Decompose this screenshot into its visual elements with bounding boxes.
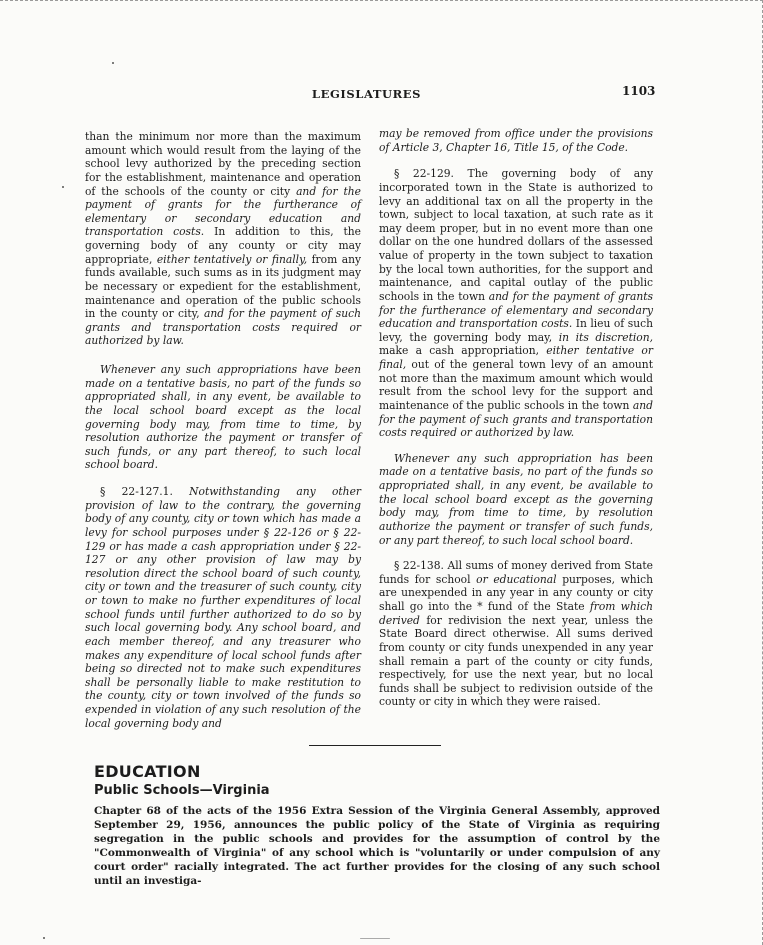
- amended-text-run: and for the payment of grants for the furtherance of elementary and secondary education and transportation costs.: [379, 289, 653, 331]
- scan-speck: [43, 937, 45, 939]
- text-run: purposes, which are unexpended in any year in any county or city shall go into the * fund of the State: [379, 572, 653, 613]
- amended-text-run: Notwithstanding any other provision of law to the contrary, the governing body of any county, city or town which has made a levy for school purposes under § 22-126 or § 22-129 or has made a cash appropriation under § 22-127 or any other provision of law may by resolution direct the school board of such county, city or town and the treasurer of such county, city or town to make no further expenditures of local school funds until further authorized to do so by such local governing body. Any school board, and each member thereof, and any treasurer who makes any expenditure of local school funds after being so directed not to make such expenditures shall be personally liable to make restitution to the county, city or town involved of the funds so expended in violation of any such resolution of the local governing body and: [85, 485, 362, 730]
- amended-text-run: or educational: [476, 572, 557, 586]
- page-number: 1103: [622, 84, 656, 98]
- amended-text-run: either tentative or final,: [379, 344, 653, 371]
- amended-text-run: and for the payment of such grants and transportation costs required or authorized by law.: [85, 307, 361, 348]
- text-run: for redivision the next year, unless the State Board direct otherwise. All sums derived from county or city funds unexpended in any year shall remain a part of the county or city funds, respectively, for use the next year, but no local funds shall be subject to redivision outside of the county or city in which they were raised.: [379, 613, 653, 709]
- scan-speck: [360, 938, 390, 939]
- right-paragraph-2: [379, 167, 653, 440]
- section-subheading: Public Schools—Virginia: [94, 783, 270, 798]
- text-run: In addition to this, the governing body of any county or city may appropriate,: [85, 225, 361, 266]
- amended-text-run: in its discretion,: [558, 330, 653, 344]
- text-run: § 22-129. The governing body of any incorporated town in the State is authorized to levy an additional tax on all the property in the town, subject to local taxation, at such rate as it may deem proper, but in no event more than one dollar on the one hundred dollars of the assessed value of property in the town subject to taxation by the local town authorities, for the support and maintenance, and capital outlay of the public schools in the town: [379, 167, 653, 303]
- right-paragraph-1: may be removed from office under the provisions of Article 3, Chapter 16, Title 15, of the Code.: [379, 127, 653, 154]
- right-column: [379, 127, 653, 718]
- page-top-border: [0, 0, 763, 1]
- section-summary: Chapter 68 of the acts of the 1956 Extra Session of the Virginia General Assembly, approved September 29, 1956, announces the public policy of the State of Virginia as requiring segregation in the public schools and provides for the assumption of control by the "Commonwealth of Virginia" of any school which is "voluntarily or under compulsion of any court order" racially integrated. The act further provides for the closing of any such school until an investiga-: [94, 805, 660, 887]
- left-paragraph-3: [85, 485, 361, 730]
- section-heading: EDUCATION: [94, 762, 201, 781]
- scan-speck: [112, 62, 114, 64]
- left-column: [85, 130, 361, 739]
- amended-text-run: from which derived: [379, 600, 653, 627]
- text-run: from any funds available, such sums as in its judgment may be necessary or expedient for the establishment, maintenance and operation of the public schools in the county or city,: [85, 252, 361, 321]
- text-run: § 22-138. All sums of money derived from State funds for school: [379, 559, 653, 586]
- text-run: than the minimum nor more than the maximum amount which would result from the laying of the school levy authorized by the preceding section for the establishment, maintenance and operation of the schools of the county or city: [85, 130, 361, 198]
- left-paragraph-2: Whenever any such appropriations have been made on a tentative basis, no part of the funds so appropriated shall, in any event, be available to the local school board except as the local governing body may, from time to time, by resolution authorize the payment or transfer of such funds, or any part thereof, to such local school board.: [85, 363, 361, 472]
- section-divider: [309, 745, 441, 746]
- left-paragraph-1: [85, 130, 361, 348]
- section-number: § 22-127.1.: [99, 485, 190, 498]
- scan-speck: [62, 186, 64, 188]
- right-paragraph-3: Whenever any such appropriation has been made on a tentative basis, no part of the funds so appropriated shall, in any event, be available to the local school board except as the governing body may, from time to time, by resolution authorize the payment or transfer of such funds, or any part thereof, to such local school board.: [379, 451, 653, 547]
- running-header: LEGISLATURES: [311, 87, 422, 101]
- right-paragraph-4: [379, 559, 653, 709]
- amended-text-run: and for the payment of grants for the furtherance of elementary or secondary education and transportation costs.: [85, 184, 361, 239]
- text-run: out of the general town levy of an amount not more than the maximum amount which would result from the school levy for the support and maintenance of the public schools in the town: [379, 358, 653, 412]
- text-run: make a cash appropriation,: [379, 344, 547, 358]
- amended-text-run: either tentatively or finally,: [156, 252, 308, 266]
- text-run: In lieu of such levy, the governing body may,: [379, 317, 653, 344]
- amended-text-run: and for the payment of such grants and transportation costs required or authorized by law.: [379, 398, 653, 440]
